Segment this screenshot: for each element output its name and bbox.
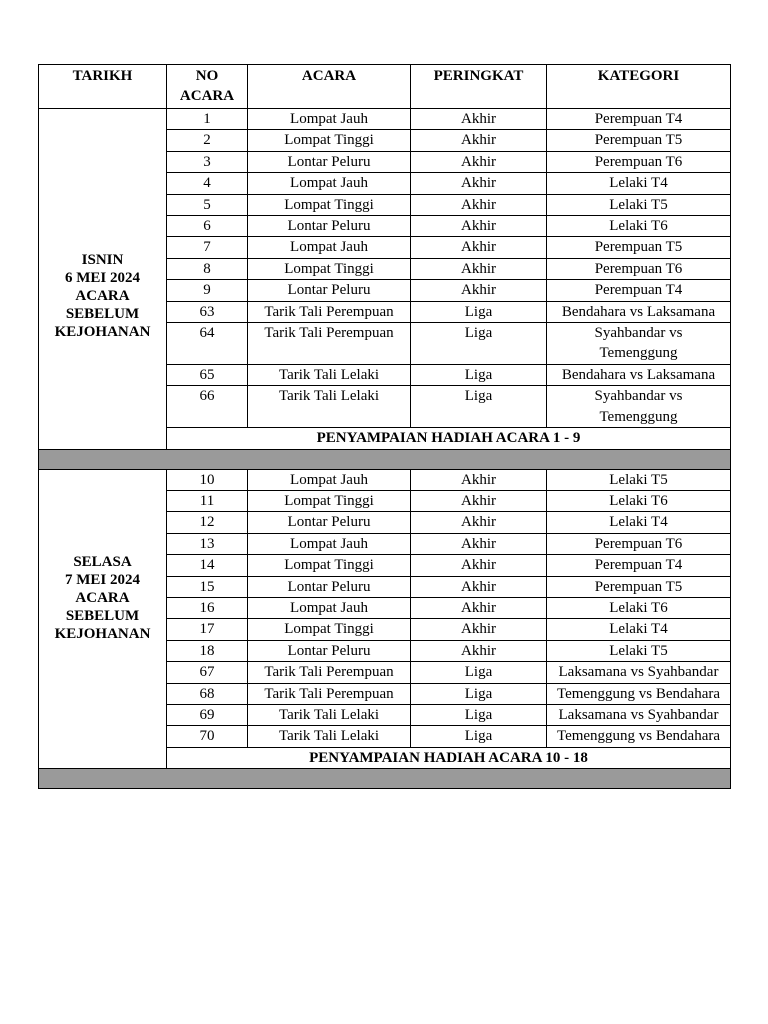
event-kategori-cell: Bendahara vs Laksamana — [547, 364, 731, 385]
date-line: ACARA — [75, 589, 130, 606]
event-no-cell: 15 — [167, 576, 248, 597]
separator-cell — [39, 769, 731, 789]
event-acara-cell: Lompat Tinggi — [248, 555, 411, 576]
event-peringkat-cell: Akhir — [411, 512, 547, 533]
date-line: 6 MEI 2024 — [65, 270, 140, 286]
event-peringkat-cell: Akhir — [411, 640, 547, 661]
event-kategori-cell: Perempuan T6 — [547, 533, 731, 554]
event-peringkat-cell: Akhir — [411, 194, 547, 215]
event-kategori-cell: Lelaki T5 — [547, 640, 731, 661]
event-no-cell: 68 — [167, 683, 248, 704]
event-acara-cell: Lontar Peluru — [248, 216, 411, 237]
event-no-cell: 10 — [167, 469, 248, 490]
event-kategori-cell: Laksamana vs Syahbandar — [547, 704, 731, 725]
event-no-cell: 14 — [167, 555, 248, 576]
event-no-cell: 13 — [167, 533, 248, 554]
event-kategori-cell: Perempuan T4 — [547, 280, 731, 301]
event-acara-cell: Lompat Tinggi — [248, 258, 411, 279]
event-no-cell: 7 — [167, 237, 248, 258]
event-peringkat-cell: Liga — [411, 726, 547, 747]
event-acara-cell: Tarik Tali Perempuan — [248, 662, 411, 683]
header-acara: ACARA — [248, 65, 411, 109]
separator-row — [39, 769, 731, 789]
date-line: KEJOHANAN — [54, 625, 151, 642]
event-acara-cell: Lontar Peluru — [248, 512, 411, 533]
event-no-cell: 9 — [167, 280, 248, 301]
event-no-cell: 5 — [167, 194, 248, 215]
award-cell: PENYAMPAIAN HADIAH ACARA 10 - 18 — [167, 747, 731, 768]
event-acara-cell: Tarik Tali Lelaki — [248, 364, 411, 385]
event-peringkat-cell: Liga — [411, 683, 547, 704]
event-peringkat-cell: Liga — [411, 364, 547, 385]
date-line: ISNIN — [81, 252, 124, 268]
event-acara-cell: Tarik Tali Lelaki — [248, 386, 411, 428]
event-acara-cell: Lompat Jauh — [248, 109, 411, 130]
event-peringkat-cell: Liga — [411, 301, 547, 322]
event-kategori-cell: Syahbandar vs Temenggung — [547, 386, 731, 428]
header-tarikh: TARIKH — [39, 65, 167, 109]
event-row — [39, 469, 731, 490]
event-acara-cell: Lompat Tinggi — [248, 490, 411, 511]
event-no-cell: 65 — [167, 364, 248, 385]
header-kategori: KATEGORI — [547, 65, 731, 109]
event-acara-cell: Lontar Peluru — [248, 280, 411, 301]
event-no-cell: 69 — [167, 704, 248, 725]
event-kategori-cell: Lelaki T6 — [547, 490, 731, 511]
event-no-cell: 2 — [167, 130, 248, 151]
header-peringkat: PERINGKAT — [411, 65, 547, 109]
event-kategori-cell: Lelaki T6 — [547, 216, 731, 237]
event-kategori-cell: Lelaki T5 — [547, 194, 731, 215]
event-no-cell: 16 — [167, 597, 248, 618]
event-acara-cell: Lompat Tinggi — [248, 130, 411, 151]
event-kategori-cell: Laksamana vs Syahbandar — [547, 662, 731, 683]
event-kategori-cell: Temenggung vs Bendahara — [547, 726, 731, 747]
date-line: KEJOHANAN — [54, 324, 151, 340]
event-peringkat-cell: Akhir — [411, 555, 547, 576]
date-line: SELASA — [73, 553, 132, 570]
date-line: SEBELUM — [65, 306, 140, 322]
event-peringkat-cell: Akhir — [411, 258, 547, 279]
event-peringkat-cell: Akhir — [411, 469, 547, 490]
event-kategori-cell: Lelaki T6 — [547, 597, 731, 618]
event-acara-cell: Lompat Jauh — [248, 533, 411, 554]
event-peringkat-cell: Akhir — [411, 490, 547, 511]
event-acara-cell: Lompat Tinggi — [248, 619, 411, 640]
schedule-table — [38, 64, 731, 789]
header-no-acara-line: ACARA — [179, 88, 235, 105]
event-kategori-cell: Perempuan T4 — [547, 109, 731, 130]
event-peringkat-cell: Akhir — [411, 280, 547, 301]
schedule-body — [39, 109, 731, 789]
event-acara-cell: Lompat Jauh — [248, 237, 411, 258]
date-line: ACARA — [75, 288, 130, 304]
event-no-cell: 17 — [167, 619, 248, 640]
event-no-cell: 3 — [167, 151, 248, 172]
event-kategori-cell: Lelaki T5 — [547, 469, 731, 490]
separator-row — [39, 449, 731, 469]
event-no-cell: 8 — [167, 258, 248, 279]
event-peringkat-cell: Liga — [411, 704, 547, 725]
event-peringkat-cell: Akhir — [411, 130, 547, 151]
event-peringkat-cell: Akhir — [411, 619, 547, 640]
event-kategori-cell: Perempuan T4 — [547, 555, 731, 576]
event-acara-cell: Lompat Jauh — [248, 469, 411, 490]
event-no-cell: 70 — [167, 726, 248, 747]
award-cell: PENYAMPAIAN HADIAH ACARA 1 - 9 — [167, 428, 731, 449]
header-no-acara — [167, 65, 248, 109]
event-acara-cell: Lontar Peluru — [248, 640, 411, 661]
event-no-cell: 4 — [167, 173, 248, 194]
event-kategori-cell: Perempuan T5 — [547, 237, 731, 258]
event-no-cell: 6 — [167, 216, 248, 237]
event-acara-cell: Lompat Jauh — [248, 173, 411, 194]
event-kategori-cell: Perempuan T6 — [547, 151, 731, 172]
event-no-cell: 11 — [167, 490, 248, 511]
event-peringkat-cell: Akhir — [411, 216, 547, 237]
event-peringkat-cell: Akhir — [411, 151, 547, 172]
event-kategori-cell: Lelaki T4 — [547, 512, 731, 533]
header-row — [39, 65, 731, 109]
event-peringkat-cell: Akhir — [411, 576, 547, 597]
event-no-cell: 18 — [167, 640, 248, 661]
event-peringkat-cell: Liga — [411, 386, 547, 428]
event-peringkat-cell: Akhir — [411, 173, 547, 194]
date-cell — [39, 109, 167, 450]
event-acara-cell: Tarik Tali Perempuan — [248, 323, 411, 365]
event-no-cell: 1 — [167, 109, 248, 130]
event-kategori-cell: Bendahara vs Laksamana — [547, 301, 731, 322]
event-peringkat-cell: Liga — [411, 662, 547, 683]
date-line: SEBELUM — [65, 607, 140, 624]
event-no-cell: 67 — [167, 662, 248, 683]
event-kategori-cell: Syahbandar vs Temenggung — [547, 323, 731, 365]
event-acara-cell: Tarik Tali Lelaki — [248, 704, 411, 725]
event-peringkat-cell: Akhir — [411, 109, 547, 130]
event-peringkat-cell: Liga — [411, 323, 547, 365]
event-kategori-cell: Perempuan T5 — [547, 130, 731, 151]
header-no-acara-line: NO — [195, 68, 219, 84]
event-peringkat-cell: Akhir — [411, 237, 547, 258]
event-no-cell: 12 — [167, 512, 248, 533]
event-kategori-cell: Perempuan T6 — [547, 258, 731, 279]
event-acara-cell: Lontar Peluru — [248, 576, 411, 597]
event-acara-cell: Lompat Jauh — [248, 597, 411, 618]
event-peringkat-cell: Akhir — [411, 597, 547, 618]
event-peringkat-cell: Akhir — [411, 533, 547, 554]
event-acara-cell: Tarik Tali Perempuan — [248, 301, 411, 322]
date-cell — [39, 469, 167, 769]
event-no-cell: 66 — [167, 386, 248, 428]
event-kategori-cell: Perempuan T5 — [547, 576, 731, 597]
event-row — [39, 109, 731, 130]
event-acara-cell: Tarik Tali Perempuan — [248, 683, 411, 704]
event-kategori-cell: Temenggung vs Bendahara — [547, 683, 731, 704]
event-kategori-cell: Lelaki T4 — [547, 619, 731, 640]
date-line: 7 MEI 2024 — [65, 571, 140, 588]
event-acara-cell: Tarik Tali Lelaki — [248, 726, 411, 747]
event-acara-cell: Lompat Tinggi — [248, 194, 411, 215]
event-no-cell: 64 — [167, 323, 248, 365]
separator-cell — [39, 449, 731, 469]
event-acara-cell: Lontar Peluru — [248, 151, 411, 172]
event-no-cell: 63 — [167, 301, 248, 322]
event-kategori-cell: Lelaki T4 — [547, 173, 731, 194]
